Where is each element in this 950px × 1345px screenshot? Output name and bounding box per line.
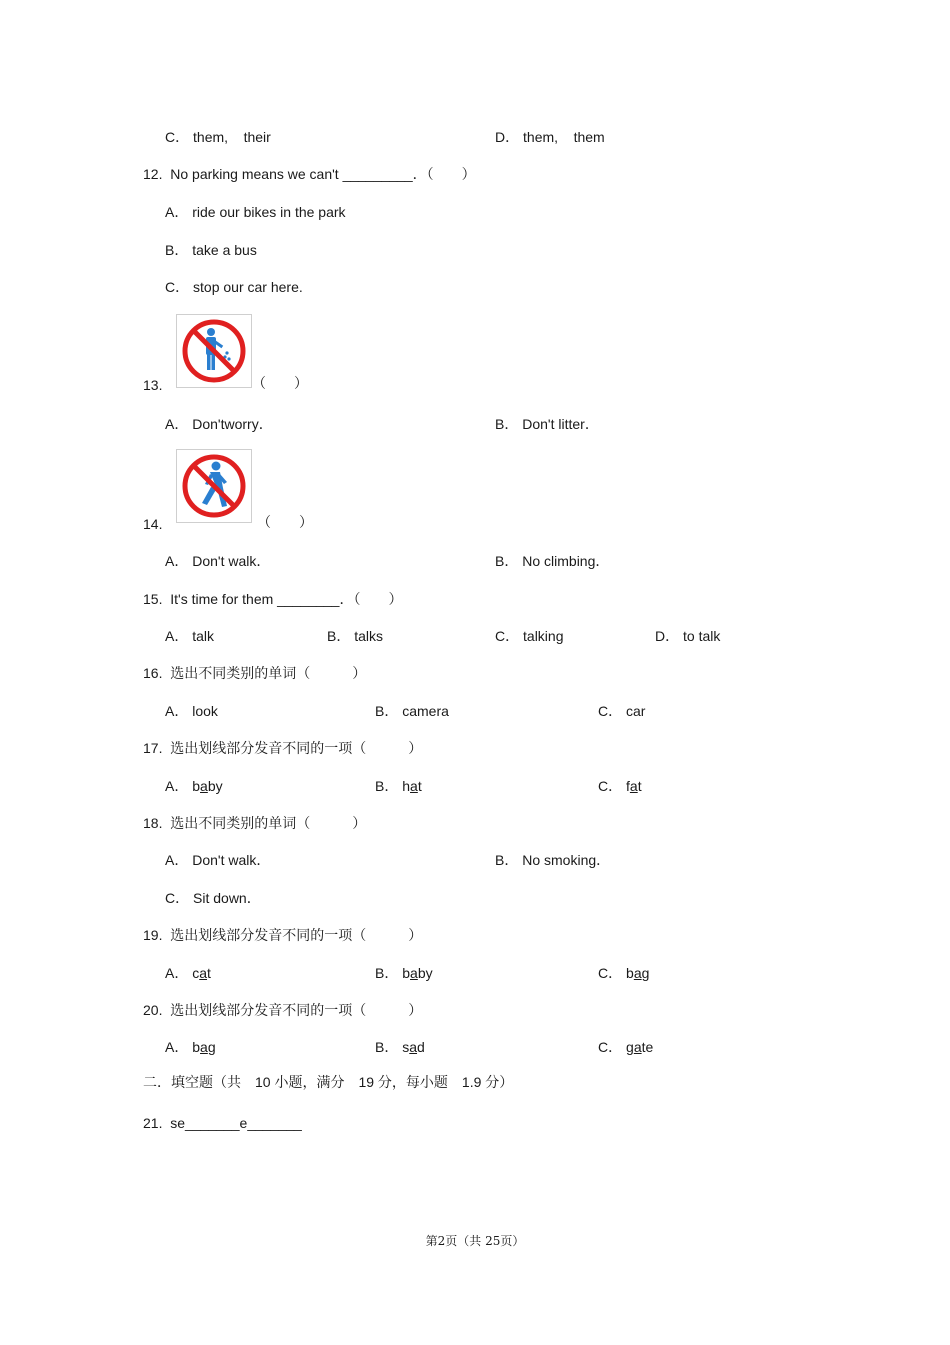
q20-stem: 20. 选出划线部分发音不同的一项（ ）: [143, 1002, 423, 1018]
q12-option-a: A． ride our bikes in the park: [165, 204, 346, 220]
q18-stem: 18. 选出不同类别的单词（ ）: [143, 815, 367, 831]
q12-stem: 12. No parking means we can't _________．（ ）: [143, 166, 476, 182]
q19-option-c: C． bag: [598, 965, 650, 981]
q16-option-c: C． car: [598, 703, 646, 719]
q12-option-b: B． take a bus: [165, 242, 257, 258]
q19-stem: 19. 选出划线部分发音不同的一项（ ）: [143, 927, 423, 943]
q17-option-a: A． baby: [165, 778, 223, 794]
q14-option-a: A． Don't walk．: [165, 553, 271, 569]
q17-option-b: B． hat: [375, 778, 422, 794]
q20-option-b: B． sad: [375, 1039, 425, 1055]
q15-stem: 15. It's time for them ________．（ ）: [143, 591, 403, 607]
q11-option-c: C． them, their: [165, 129, 271, 145]
q16-option-a: A． look: [165, 703, 218, 719]
q11-option-d: D． them, them: [495, 129, 605, 145]
q12-option-c: C． stop our car here.: [165, 279, 303, 295]
q14-number: 14.: [143, 516, 163, 532]
q18-option-a: A． Don't walk．: [165, 852, 271, 868]
q15-option-b: B． talks: [327, 628, 384, 644]
q20-option-c: C． gate: [598, 1039, 654, 1055]
no-walking-sign-icon: [176, 449, 252, 523]
no-littering-sign-icon: [176, 314, 252, 388]
q18-option-c: C． Sit down．: [165, 890, 261, 906]
q16-option-b: B． camera: [375, 703, 449, 719]
q20-option-a: A． bag: [165, 1039, 216, 1055]
section-2-title: 二．填空题（共 10 小题，满分 19 分，每小题 1.9 分）: [143, 1074, 514, 1090]
q13-answer-paren: （ ）: [252, 375, 308, 391]
q21-stem: 21. se_______e_______: [143, 1115, 302, 1131]
q18-option-b: B． No smoking．: [495, 852, 611, 868]
q19-option-b: B． baby: [375, 965, 433, 981]
q14-option-b: B． No climbing．: [495, 553, 610, 569]
q15-option-c: C． talking: [495, 628, 564, 644]
q15-option-a: A． talk: [165, 628, 215, 644]
page-footer: 第2页（共 25页）: [425, 1234, 525, 1248]
q13-number: 13.: [143, 377, 163, 393]
q17-option-c: C． fat: [598, 778, 642, 794]
q19-option-a: A． cat: [165, 965, 211, 981]
q17-stem: 17. 选出划线部分发音不同的一项（ ）: [143, 740, 423, 756]
q13-option-b: B． Don't litter．: [495, 416, 599, 432]
q14-answer-paren: （ ）: [257, 514, 313, 530]
q15-option-d: D． to talk: [655, 628, 721, 644]
q13-option-a: A． Don'tworry．: [165, 416, 273, 432]
q16-stem: 16. 选出不同类别的单词（ ）: [143, 665, 367, 681]
